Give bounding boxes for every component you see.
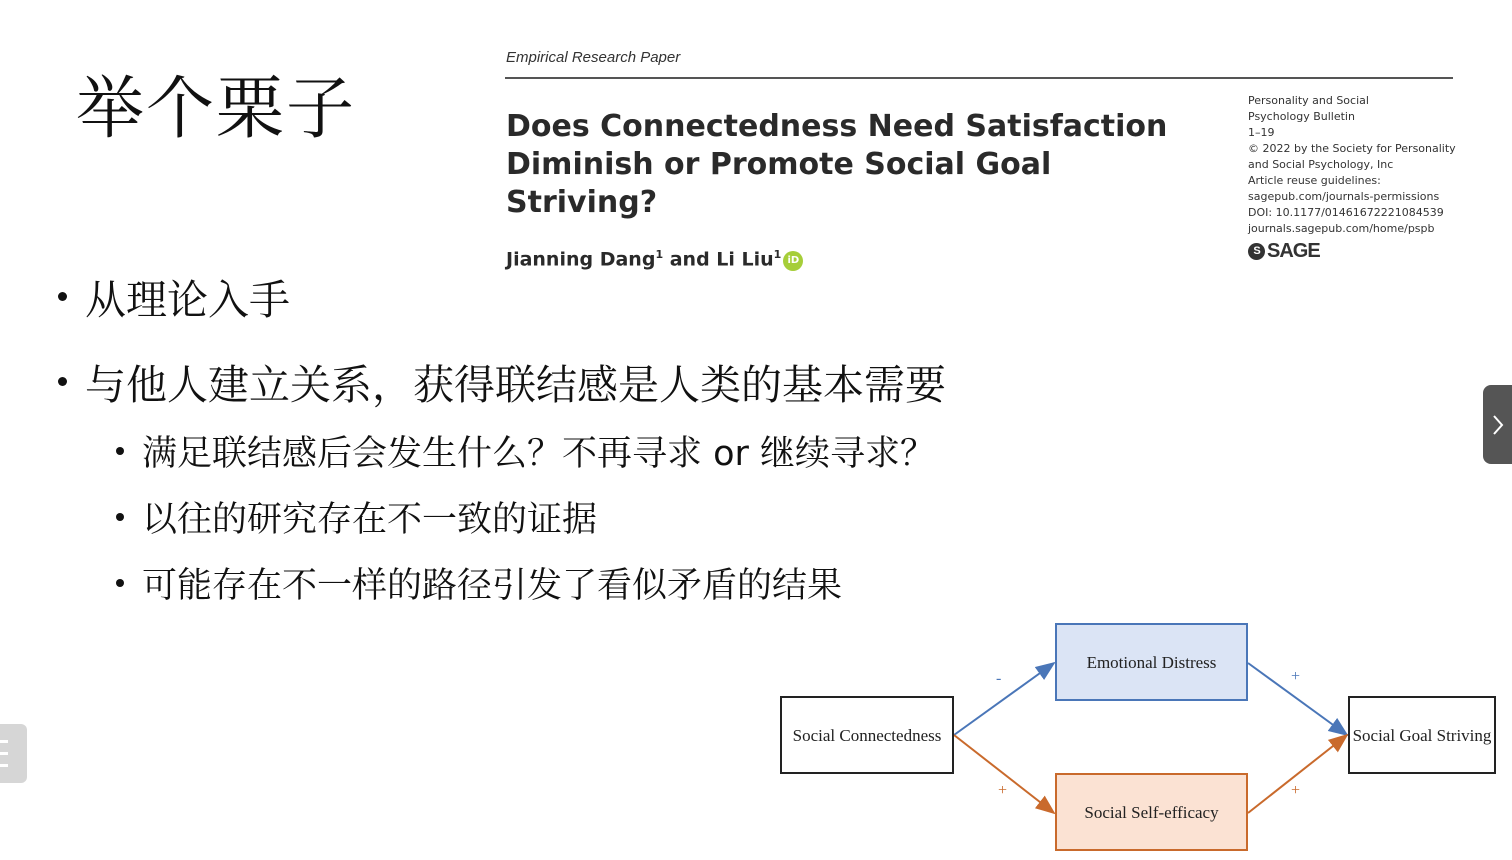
- author-name: Jianning Dang: [506, 248, 656, 271]
- meta-line: DOI: 10.1177/01461672221084539: [1248, 206, 1444, 219]
- menu-icon-bar: [0, 764, 8, 767]
- affiliation-marker: 1: [773, 248, 782, 261]
- sage-mark-icon: S: [1248, 243, 1265, 260]
- meta-line: 1–19: [1248, 126, 1275, 139]
- meta-line: journals.sagepub.com/home/pspb: [1248, 222, 1435, 235]
- chevron-right-icon: [1491, 413, 1505, 437]
- affiliation-marker: 1: [655, 248, 664, 261]
- sub-bullet-item: [116, 492, 597, 542]
- node-social-self-efficacy: Social Self-efficacy: [1055, 773, 1248, 851]
- meta-line: Personality and Social: [1248, 94, 1369, 107]
- bullet-text: 与他人建立关系，获得联结感是人类的基本需要: [85, 361, 946, 409]
- paper-type-label: Empirical Research Paper: [506, 49, 681, 66]
- meta-line: Article reuse guidelines:: [1248, 174, 1381, 187]
- node-emotional-distress: Emotional Distress: [1055, 623, 1248, 701]
- bullet-item: [58, 267, 290, 326]
- publisher-name: SAGE: [1267, 240, 1320, 262]
- menu-icon: [0, 740, 8, 743]
- sub-bullet-item: [116, 426, 935, 476]
- bullet-dot-icon: [58, 377, 67, 386]
- menu-icon-bar: [0, 752, 8, 755]
- paper-title-line-1: Does Connectedness Need Satisfaction: [506, 109, 1168, 144]
- paper-title-line-2: Diminish or Promote Social Goal Striving?: [506, 147, 1052, 220]
- sub-bullet-item: [116, 558, 842, 608]
- author-name: and Li Liu: [669, 248, 774, 271]
- slide-title: 举个栗子: [76, 70, 357, 149]
- sage-logo: [1248, 240, 1320, 263]
- meta-line: and Social Psychology, Inc: [1248, 158, 1394, 171]
- arrow-sc-to-se: [954, 735, 1054, 813]
- meta-line: sagepub.com/journals-permissions: [1248, 190, 1440, 203]
- paper-title: [506, 108, 1206, 222]
- node-social-goal-striving: Social Goal Striving: [1348, 696, 1496, 774]
- bullet-dot-icon: [116, 447, 124, 455]
- bullet-text: 从理论入手: [85, 276, 290, 324]
- next-slide-button[interactable]: [1483, 385, 1512, 464]
- sub-bullet-text: 以往的研究存在不一致的证据: [142, 500, 598, 540]
- bullet-dot-icon: [58, 292, 67, 301]
- orcid-icon: iD: [783, 251, 803, 271]
- paper-authors: [506, 248, 803, 271]
- path-sign-sc-ed: -: [996, 670, 1002, 687]
- header-divider: [505, 77, 1453, 79]
- bullet-item: [58, 352, 946, 411]
- bullet-dot-icon: [116, 513, 124, 521]
- path-sign-ed-sg: +: [1291, 668, 1301, 685]
- meta-line: © 2022 by the Society for Personality: [1248, 142, 1456, 155]
- sub-bullet-text: 可能存在不一样的路径引发了看似矛盾的结果: [142, 566, 843, 606]
- node-social-connectedness: Social Connectedness: [780, 696, 954, 774]
- journal-meta: [1248, 93, 1463, 237]
- slide-menu-button[interactable]: [0, 724, 27, 783]
- sub-bullet-text: 满足联结感后会发生什么？不再寻求 or 继续寻求？: [142, 434, 936, 474]
- path-sign-se-sg: +: [1291, 782, 1301, 799]
- mediation-diagram: [776, 618, 1500, 856]
- meta-line: Psychology Bulletin: [1248, 110, 1355, 123]
- path-sign-sc-se: +: [998, 782, 1008, 799]
- arrow-se-to-sg: [1248, 735, 1347, 813]
- arrow-sc-to-ed: [954, 663, 1054, 735]
- bullet-dot-icon: [116, 579, 124, 587]
